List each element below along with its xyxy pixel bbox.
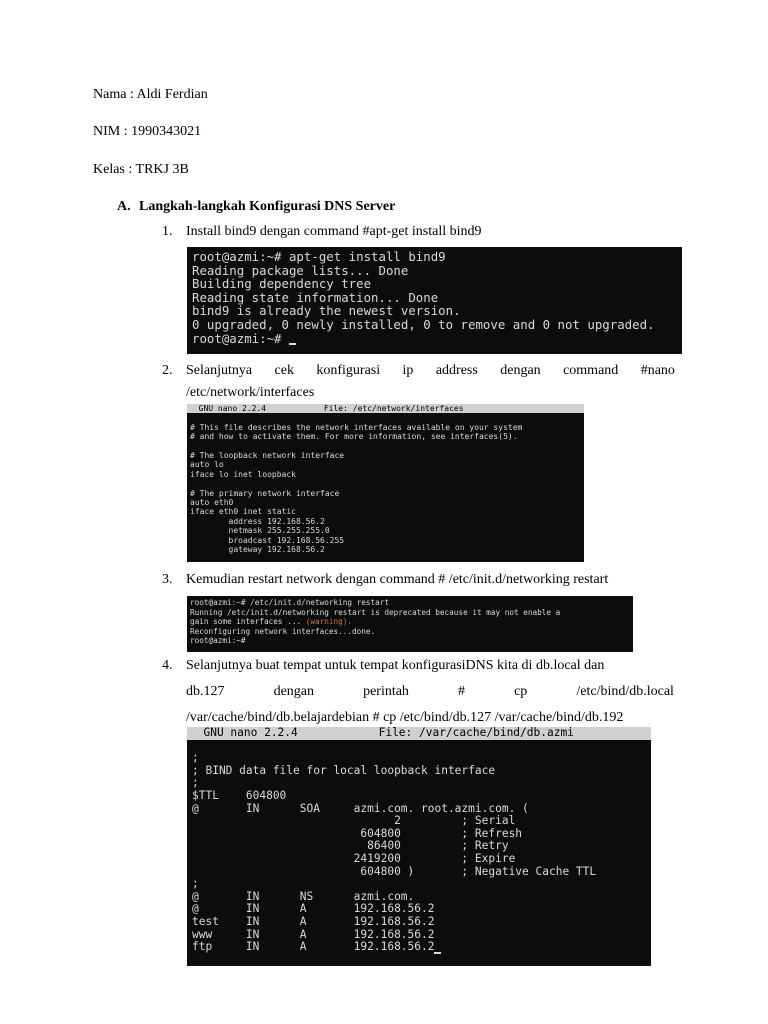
terminal-line: # The primary network interface [190, 488, 340, 498]
terminal-line-cursor [192, 941, 651, 954]
terminal-line: bind9 is already the newest version. [192, 303, 461, 319]
warning-label: (warning). [305, 617, 353, 627]
word: Selanjutnya [186, 363, 253, 378]
terminal-line [190, 479, 584, 488]
terminal-line: @ IN A 192.168.56.2 [192, 902, 435, 916]
step-number: 3. [162, 572, 173, 587]
terminal-screenshot-nano-db-azmi [187, 727, 651, 966]
terminal-line: ; BIND data file for local loopback interface [192, 763, 496, 777]
terminal-line: Reading state information... Done [192, 289, 439, 305]
terminal-line: www IN A 192.168.56.2 [192, 927, 435, 941]
terminal-line [190, 413, 584, 422]
word: perintah [363, 684, 409, 699]
step-number: 1. [162, 224, 173, 239]
student-nim: NIM : 1990343021 [93, 124, 202, 139]
terminal-screenshot-networking-restart [187, 596, 633, 652]
terminal-line-prompt [192, 332, 682, 346]
word: dengan [500, 363, 541, 378]
terminal-line: 604800 ; Refresh [192, 826, 523, 840]
terminal-body [187, 740, 651, 954]
terminal-line: root@azmi:~# apt-get install bind9 [192, 249, 446, 264]
word: #nano [640, 363, 675, 378]
terminal-line: # This file describes the network interfaces available on your system [190, 422, 523, 432]
terminal-line: auto lo [190, 460, 224, 470]
terminal-line: ; [192, 776, 199, 790]
terminal-text: ftp IN A 192.168.56.2 [192, 940, 435, 954]
terminal-line: 2419200 ; Expire [192, 851, 516, 865]
step-text-line [186, 684, 674, 700]
terminal-line [190, 442, 584, 451]
terminal-screenshot-apt-get [187, 247, 682, 354]
step-text: Kemudian restart network dengan command # /etc/init.d/networking restart [186, 572, 609, 587]
nano-title-bar: GNU nano 2.2.4 File: /etc/network/interfaces [187, 404, 584, 413]
step-text: /etc/network/interfaces [186, 385, 315, 400]
terminal-line: test IN A 192.168.56.2 [192, 914, 435, 928]
terminal-line: 2 ; Serial [192, 814, 516, 828]
student-name: Nama : Aldi Ferdian [93, 87, 208, 102]
terminal-line: root@azmi:~# /etc/init.d/networking restart [190, 598, 390, 607]
step-text-line [186, 363, 675, 379]
terminal-line: iface lo inet loopback [190, 469, 296, 479]
word: konfigurasi [316, 363, 381, 378]
step-text: Selanjutnya buat tempat untuk tempat konfigurasiDNS kita di db.local dan [186, 658, 605, 673]
word: command [563, 363, 619, 378]
terminal-line: gateway 192.168.56.2 [190, 545, 325, 555]
terminal-line: 86400 ; Retry [192, 839, 509, 853]
word: ip [402, 363, 414, 378]
cursor-icon [289, 343, 296, 345]
terminal-line: iface eth0 inet static [190, 507, 296, 517]
terminal-line: Running /etc/init.d/networking restart is deprecated because it may not enable a [190, 607, 561, 617]
terminal-line: Reconfiguring network interfaces...done. [190, 626, 376, 636]
cursor-icon [434, 952, 441, 954]
terminal-prompt: root@azmi:~# [192, 330, 289, 346]
terminal-line: ; [192, 877, 199, 891]
section-title: Langkah-langkah Konfigurasi DNS Server [139, 199, 396, 214]
terminal-screenshot-nano-interfaces [187, 404, 584, 562]
section-marker: A. [117, 199, 131, 214]
word: cp [514, 684, 528, 699]
nano-title-bar: GNU nano 2.2.4 File: /var/cache/bind/db.azmi [187, 727, 651, 740]
step-number: 2. [162, 363, 173, 378]
terminal-line: root@azmi:~# [190, 636, 246, 646]
terminal-line [190, 617, 633, 627]
word: address [435, 363, 478, 378]
terminal-line: netmask 255.255.255.0 [190, 526, 330, 536]
terminal-text: gain some interfaces ... [190, 617, 306, 627]
step-number: 4. [162, 658, 173, 673]
terminal-line: Building dependency tree [192, 276, 372, 292]
terminal-body [187, 413, 584, 554]
word: dengan [273, 684, 314, 699]
word: # [458, 684, 465, 699]
terminal-line: 0 upgraded, 0 newly installed, 0 to remove and 0 not upgraded. [192, 316, 655, 332]
terminal-line: # The loopback network interface [190, 451, 345, 461]
step-text: Install bind9 dengan command #apt-get install bind9 [186, 224, 482, 239]
terminal-line: $TTL 604800 [192, 788, 287, 802]
terminal-line: broadcast 192.168.56.255 [190, 535, 345, 545]
terminal-line: 604800 ) ; Negative Cache TTL [192, 864, 597, 878]
terminal-line: @ IN SOA azmi.com. root.azmi.com. ( [192, 801, 529, 815]
word: /etc/bind/db.local [576, 684, 674, 699]
word: cek [274, 363, 294, 378]
terminal-line: @ IN NS azmi.com. [192, 889, 415, 903]
word: db.127 [186, 684, 225, 699]
terminal-line: ; [192, 751, 199, 765]
terminal-line: address 192.168.56.2 [190, 516, 325, 526]
terminal-line: # and how to activate them. For more information, see interfaces(5). [190, 432, 518, 442]
step-text: /var/cache/bind/db.belajardebian # cp /etc/bind/db.127 /var/cache/bind/db.192 [186, 710, 624, 725]
student-class: Kelas : TRKJ 3B [93, 162, 189, 177]
terminal-line [192, 740, 651, 753]
terminal-line: Reading package lists... Done [192, 262, 409, 278]
terminal-line: auto eth0 [190, 498, 234, 508]
